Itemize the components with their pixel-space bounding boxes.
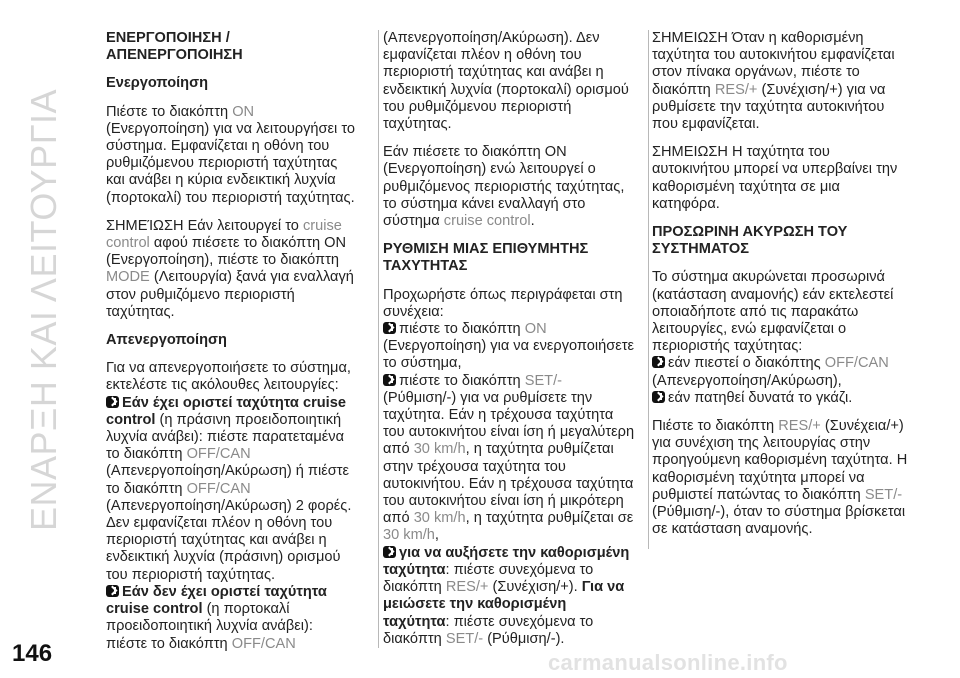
bullet-icon [383,374,396,386]
bullet-icon [383,322,396,334]
bullet-item: Εάν δεν έχει οριστεί ταχύτητα cruise control (η πορτοκαλί προειδοποιητική λυχνία ανάβει): πιέστε το διακόπτη OFF/CAN [106,583,327,652]
bullet-item: πιέστε το διακόπτη SET/- (Ρύθμιση/-) για να ρυθμίσετε την ταχύτητα. Εάν η τρέχουσα ταχύτητα του αυτοκινήτου είναι ίση ή μεγαλύτερη από 30 km/h, η ταχύτητα ρυθμίζεται στην τρέχουσα ταχύτητα του αυτοκινήτου. Εάν η τρέχουσα ταχύτητα του αυτοκινήτου είναι ίση ή μικρότερη από 30 km/h, η ταχύτητα ρυθμίζεται σε 30 km/h, [383,372,635,544]
heading-activation: ΕΝΕΡΓΟΠΟΙΗΣΗ / ΑΠΕΝΕΡΓΟΠΟΙΗΣΗ [106,30,243,64]
watermark: carmanualsonline.info [548,650,788,675]
section-side-title [6,10,82,610]
paragraph: (Απενεργοποίηση/Ακύρωση). Δεν εμφανίζεται πλέον η οθόνη του περιοριστή ταχύτητας και ανάβει η ενδεικτική λυχνία (πορτοκαλί) ορισμού του ρυθμιζόμενου περιοριστή ταχύτητας. [383,30,629,133]
note-paragraph: ΣΗΜΕΙΩΣΗ Όταν η καθορισμένη ταχύτητα του αυτοκινήτου εμφανίζεται στον πίνακα οργάνων, πιέστε το διακόπτη RES/+ (Συνέχιση/+) για να ρυθμίσετε την ταχύτητα αυτοκινήτου που εμφανίζεται. [652,30,895,133]
bullet-item: Εάν έχει οριστεί ταχύτητα cruise control (η πράσινη προειδοποιητική λυχνία ανάβει): πιέστε παρατεταμένα το διακόπτη OFF/CAN (Απενεργοποίηση/Ακύρωση) ή πιέστε το διακόπτη OFF/CAN (Απενεργοποίηση/Ακύρωση) 2 φορές. Δεν εμφανίζεται πλέον η οθόνη του περιοριστή ταχύτητας και ανάβει η ενδεικτική λυχνία (πράσινη) ορισμού του περιοριστή ταχύτητας. [106,394,352,583]
bullet-item: εάν πατηθεί δυνατά το γκάζι. [652,390,908,407]
bullet-icon [652,356,665,368]
subheading-disable: Απενεργοποίηση [106,332,227,349]
paragraph: Για να απενεργοποιήσετε το σύστημα, εκτελέστε τις ακόλουθες λειτουργίες: [106,360,351,394]
note-paragraph: ΣΗΜΕΙΩΣΗ Η ταχύτητα του αυτοκινήτου μπορεί να υπερβαίνει την καθορισμένη ταχύτητα σε μια κατηφόρα. [652,144,898,212]
bullet-item: εάν πιεστεί ο διακόπτης OFF/CAN (Απενεργοποίηση/Ακύρωση), [652,355,889,389]
note-paragraph: ΣΗΜΕΊΩΣΗ Εάν λειτουργεί το cruise control αφού πιέσετε το διακόπτη ON (Ενεργοποίηση), πιέστε το διακόπτη MODE (Λειτουργία) ξανά για εναλλαγή στον ρυθμιζόμενο περιοριστή ταχύτητας. [106,217,354,320]
bullet-icon [106,396,119,408]
paragraph: Εάν πιέσετε το διακόπτη ON (Ενεργοποίηση) ενώ λειτουργεί ο ρυθμιζόμενος περιοριστής ταχύτητας, το σύστημα κάνει εναλλαγή στο σύστημα cruise control. [383,144,625,230]
column-2 [378,30,635,648]
page-number: 146 [12,640,53,667]
subheading-enable: Ενεργοποίηση [106,75,208,92]
bullet-icon [106,585,119,597]
heading-set-speed: ΡΥΘΜΙΣΗ ΜΙΑΣ ΕΠΙΘΥΜΗΤΗΣ ΤΑΧΥΤΗΤΑΣ [383,241,589,275]
paragraph: Το σύστημα ακυρώνεται προσωρινά (κατάσταση αναμονής) εάν εκτελεστεί οποιαδήποτε από τις παρακάτω λειτουργίες, ενώ εμφανίζεται ο περιοριστής ταχύτητας: [652,269,894,355]
paragraph: Προχωρήστε όπως περιγράφεται στη συνέχεια: [383,286,623,320]
bullet-item: για να αυξήσετε την καθορισμένη ταχύτητα: πιέστε συνεχόμενα το διακόπτη RES/+ (Συνέχιση/+). Για να μειώσετε την καθορισμένη ταχύτητα: πιέστε συνεχόμενα το διακόπτη SET/- (Ρύθμιση/-). [383,544,630,647]
heading-temporary-cancel: ΠΡΟΣΩΡΙΝΗ ΑΚΥΡΩΣΗ ΤΟΥ ΣΥΣΤΗΜΑΤΟΣ [652,224,848,258]
paragraph: Πιέστε το διακόπτη ON (Ενεργοποίηση) για να λειτουργήσει το σύστημα. Εμφανίζεται η οθόνη του ρυθμιζόμενου περιοριστή ταχύτητας και ανάβει η κύρια ενδεικτική λυχνία (πορτοκαλί) του περιοριστή ταχύτητας. [106,103,355,206]
paragraph: Πιέστε το διακόπτη RES/+ (Συνέχεια/+) για συνέχιση της λειτουργίας στην προηγούμενη καθορισμένη ταχύτητα. Η καθορισμένη ταχύτητα μπορεί να ρυθμιστεί πατώντας το διακόπτη SET/- (Ρύθμιση/-), όταν το σύστημα βρίσκεται σε κατάσταση αναμονής. [652,418,908,538]
bullet-icon [652,391,665,403]
section-title-text: ΕΝΑΡΞΗ ΚΑΙ ΛΕΙΤΟΥΡΓΙΑ [23,88,64,532]
column-1 [106,30,356,653]
bullet-item: πιέστε το διακόπτη ON (Ενεργοποίηση) για να ενεργοποιήσετε το σύστημα, [383,321,635,372]
column-3 [648,30,908,549]
bullet-icon [383,546,396,558]
